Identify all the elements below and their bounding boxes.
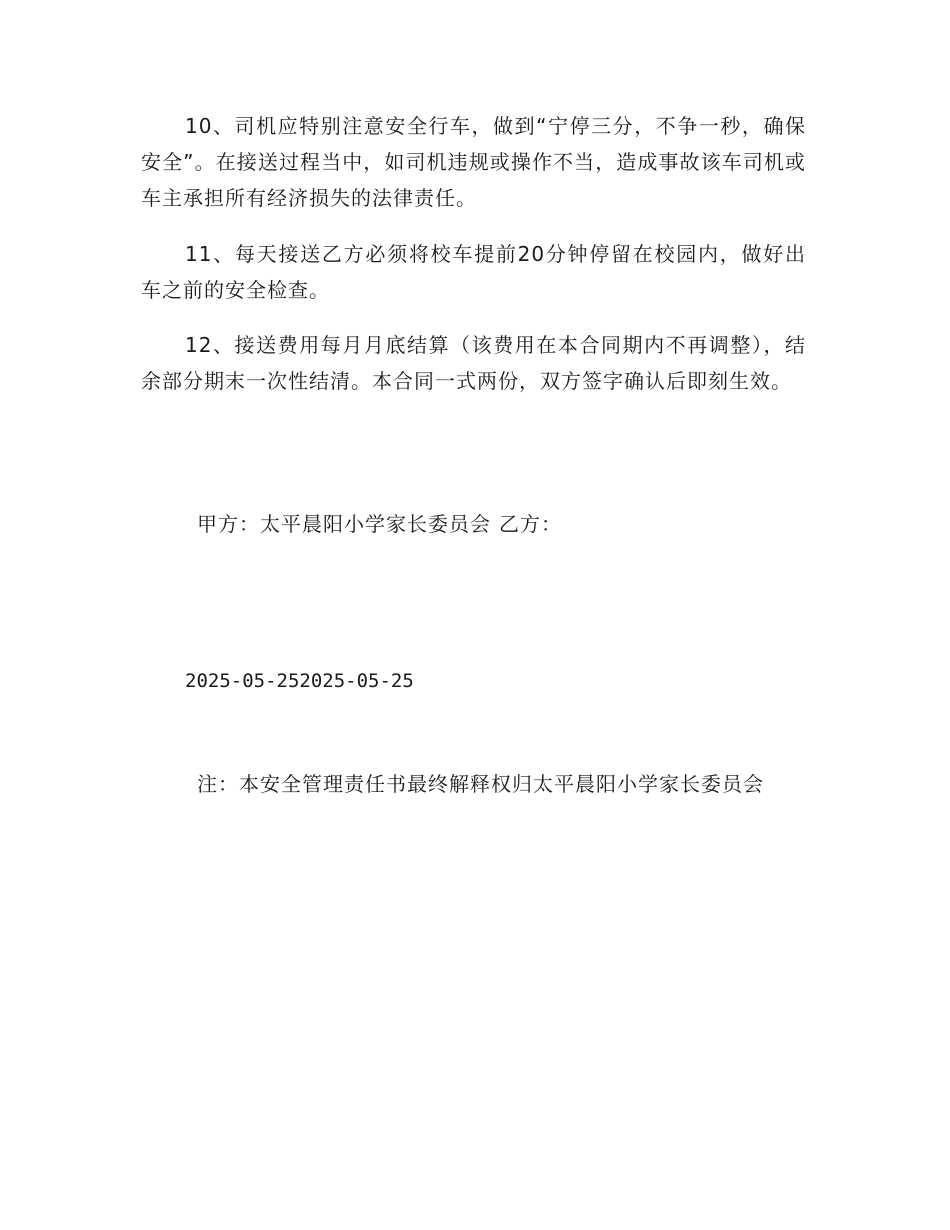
signature-dates — [185, 663, 414, 699]
signature-line — [197, 506, 562, 542]
clause-12-paragraph: 12、接送费用每月月底结算（该费用在本合同期内不再调整），结余部分期末一次性结清。本合同一式两份，双方签字确认后即刻生效。 — [141, 333, 806, 393]
footnote: 注：本安全管理责任书最终解释权归太平晨阳小学家长委员会 — [197, 772, 764, 796]
clause-11-paragraph: 11、每天接送乙方必须将校车提前20分钟停留在校园内，做好出车之前的安全检查。 — [141, 242, 806, 302]
party-a-date: 2025-05-25 — [185, 670, 300, 692]
party-b-label: 乙方： — [499, 512, 562, 536]
party-b-date: 2025-05-25 — [299, 670, 414, 692]
clause-10-paragraph: 10、司机应特别注意安全行车，做到“宁停三分，不争一秒，确保安全”。在接送过程当中，如司机违规或操作不当，造成事故该车司机或车主承担所有经济损失的法律责任。 — [141, 114, 806, 210]
party-a-label: 甲方：太平晨阳小学家长委员会 — [197, 512, 491, 536]
